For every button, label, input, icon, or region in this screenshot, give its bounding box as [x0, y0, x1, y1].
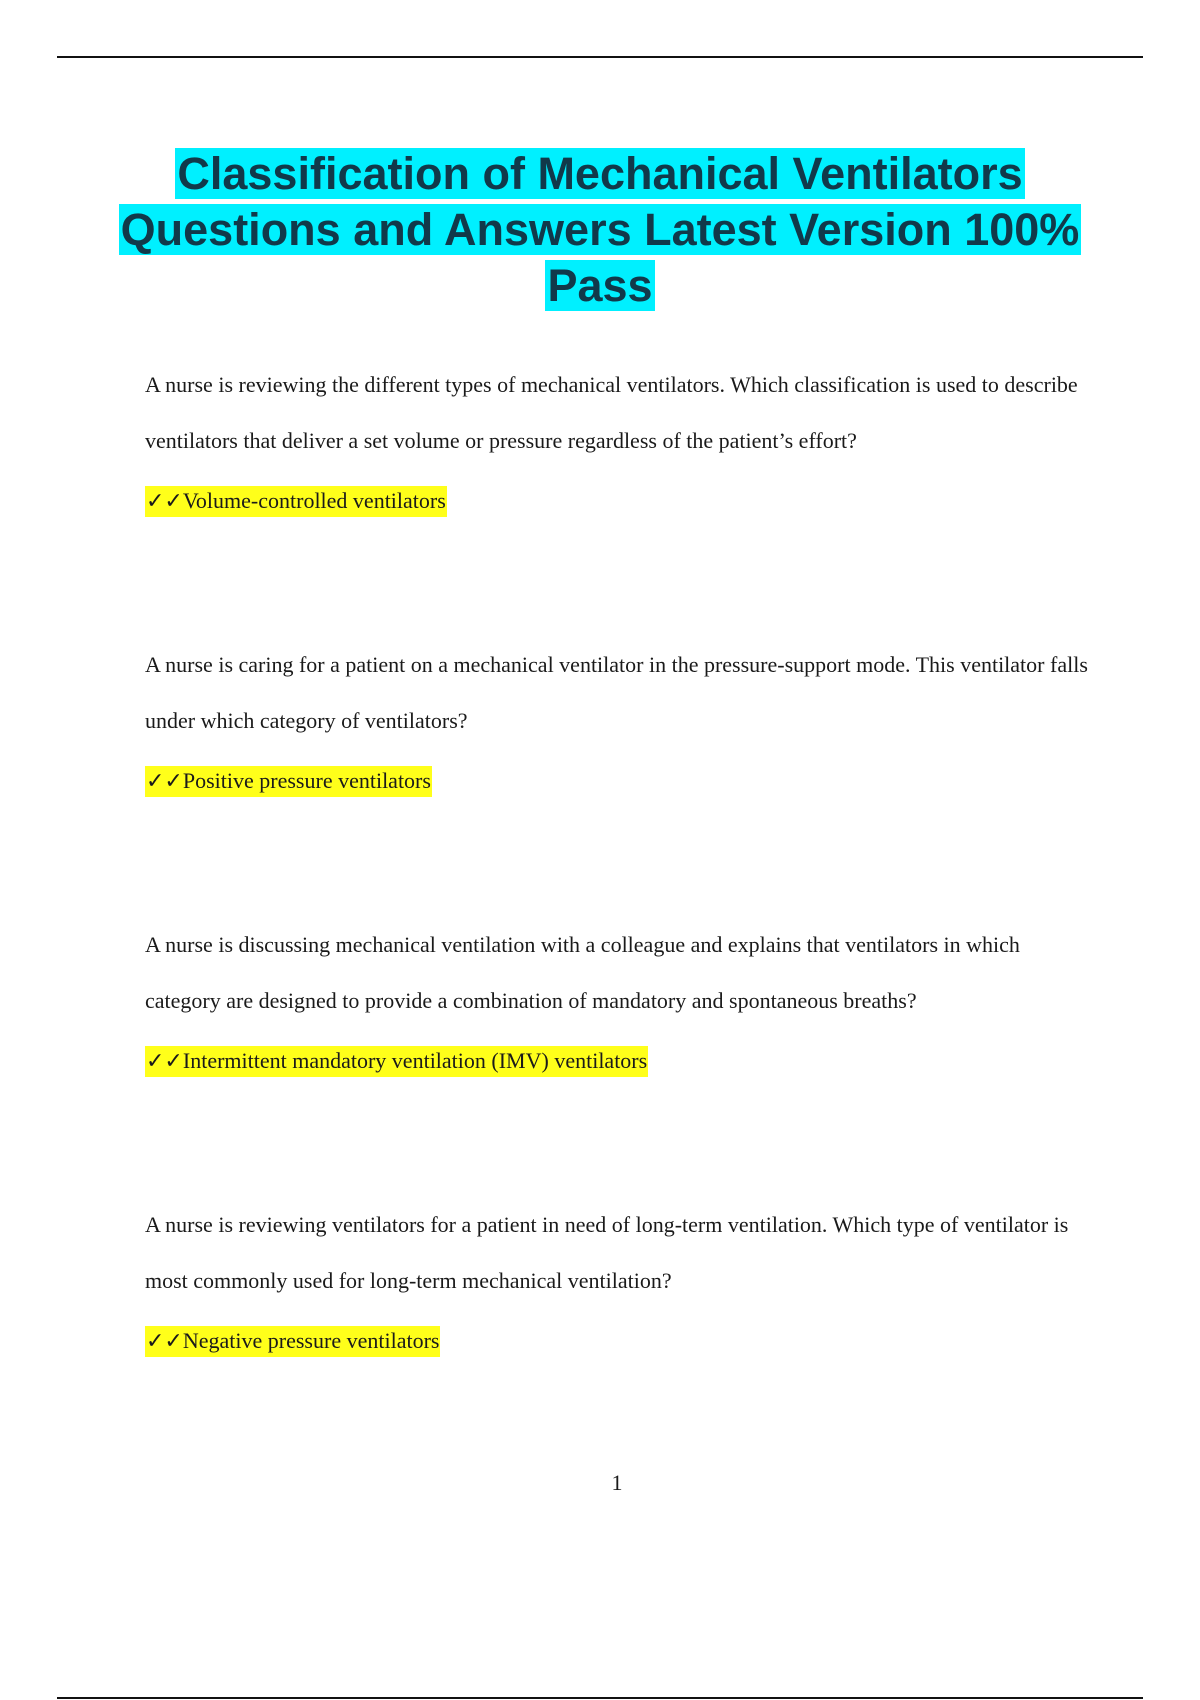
- title-highlight: Classification of Mechanical Ventilators Questions and Answers Latest Version 100% Pass: [120, 148, 1080, 311]
- answer: [145, 483, 1095, 520]
- answer: [145, 1043, 1095, 1080]
- qa-item: [145, 637, 1095, 800]
- top-rule: [57, 56, 1143, 58]
- answer: [145, 1323, 1095, 1360]
- question-text: A nurse is caring for a patient on a mechanical ventilator in the pressure-support mode. This ventilator falls under which category of ventilators?: [145, 652, 1088, 733]
- answer-text: Positive pressure ventilators: [182, 768, 431, 793]
- check-icon: ✓✓: [146, 1329, 183, 1354]
- qa-item: [145, 917, 1095, 1080]
- answer-highlight: [145, 766, 432, 797]
- answer-highlight: [145, 486, 447, 517]
- answer-text: Negative pressure ventilators: [182, 1328, 440, 1353]
- page-number: 1: [611, 1470, 623, 1495]
- check-icon: ✓✓: [146, 489, 183, 514]
- answer-highlight: [145, 1326, 440, 1357]
- bottom-rule: [57, 1697, 1143, 1699]
- qa-item: [145, 1197, 1095, 1360]
- answer: [145, 763, 1095, 800]
- question-text: A nurse is discussing mechanical ventilation with a colleague and explains that ventilators in which category are designed to provide a combination of mandatory and spontaneous breaths?: [145, 932, 1020, 1013]
- document-title: [100, 146, 1100, 314]
- check-icon: ✓✓: [146, 769, 183, 794]
- answer-highlight: [145, 1046, 648, 1077]
- check-icon: ✓✓: [146, 1049, 183, 1074]
- question-text: A nurse is reviewing ventilators for a patient in need of long-term ventilation. Which type of ventilator is most commonly used for long-term mechanical ventilation?: [145, 1212, 1069, 1293]
- question-text: A nurse is reviewing the different types of mechanical ventilators. Which classification is used to describe ventilators that deliver a set volume or pressure regardless of the patient’s effort?: [145, 372, 1078, 453]
- answer-text: Volume-controlled ventilators: [182, 488, 446, 513]
- qa-item: [145, 357, 1095, 520]
- answer-text: Intermittent mandatory ventilation (IMV) ventilators: [182, 1048, 648, 1073]
